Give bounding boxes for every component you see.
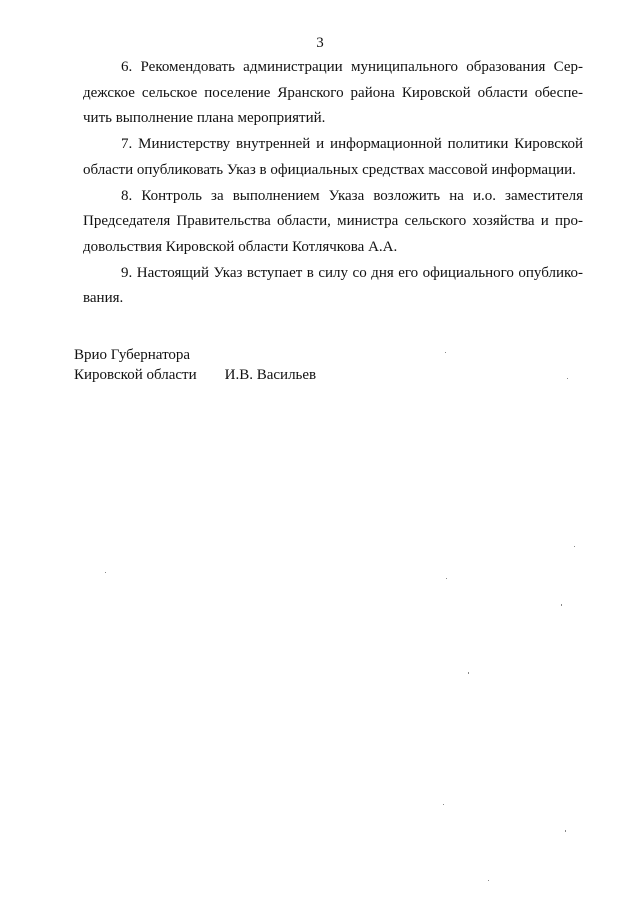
signatory-region: Кировской области	[74, 367, 197, 383]
text-line: вания.	[83, 290, 124, 307]
signatory-line	[74, 365, 316, 385]
text-line: 7. Министерству внутренней и информационной политики Кировской	[121, 136, 583, 153]
scan-speck	[565, 830, 566, 832]
scan-speck	[446, 578, 447, 579]
text-line: довольствия Кировской области Котлячкова А.А.	[83, 238, 398, 255]
scan-speck	[574, 546, 575, 547]
text-line: области опубликовать Указ в официальных средствах массовой информации.	[83, 161, 576, 178]
paragraph-7	[83, 132, 583, 183]
text-line: Председателя Правительства области, министра сельского хозяйства и про-	[83, 213, 583, 230]
signatory-name: И.В. Васильев	[224, 367, 317, 383]
document-body	[83, 55, 583, 312]
scan-speck	[443, 804, 444, 805]
paragraph-8	[83, 184, 583, 261]
text-line: 9. Настоящий Указ вступает в силу со дня его официального опублико-	[121, 264, 583, 281]
text-line: чить выполнение плана мероприятий.	[83, 110, 326, 127]
text-line: 6. Рекомендовать администрации муниципального образования Сер-	[121, 59, 583, 75]
page-number: 3	[316, 35, 324, 51]
scan-speck	[567, 378, 568, 379]
scan-speck	[468, 672, 469, 674]
scan-speck	[105, 572, 106, 573]
scan-speck	[488, 880, 489, 881]
paragraph-6	[83, 55, 583, 132]
signatory-title: Врио Губернатора	[74, 347, 191, 363]
scan-speck	[445, 352, 446, 353]
paragraph-9	[83, 261, 583, 312]
text-line: 8. Контроль за выполнением Указа возложить на и.о. заместителя	[121, 187, 583, 204]
scan-speck	[561, 604, 562, 606]
signature-block	[74, 345, 316, 385]
text-line: дежское сельское поселение Яранского района Кировской области обеспе-	[83, 84, 583, 101]
